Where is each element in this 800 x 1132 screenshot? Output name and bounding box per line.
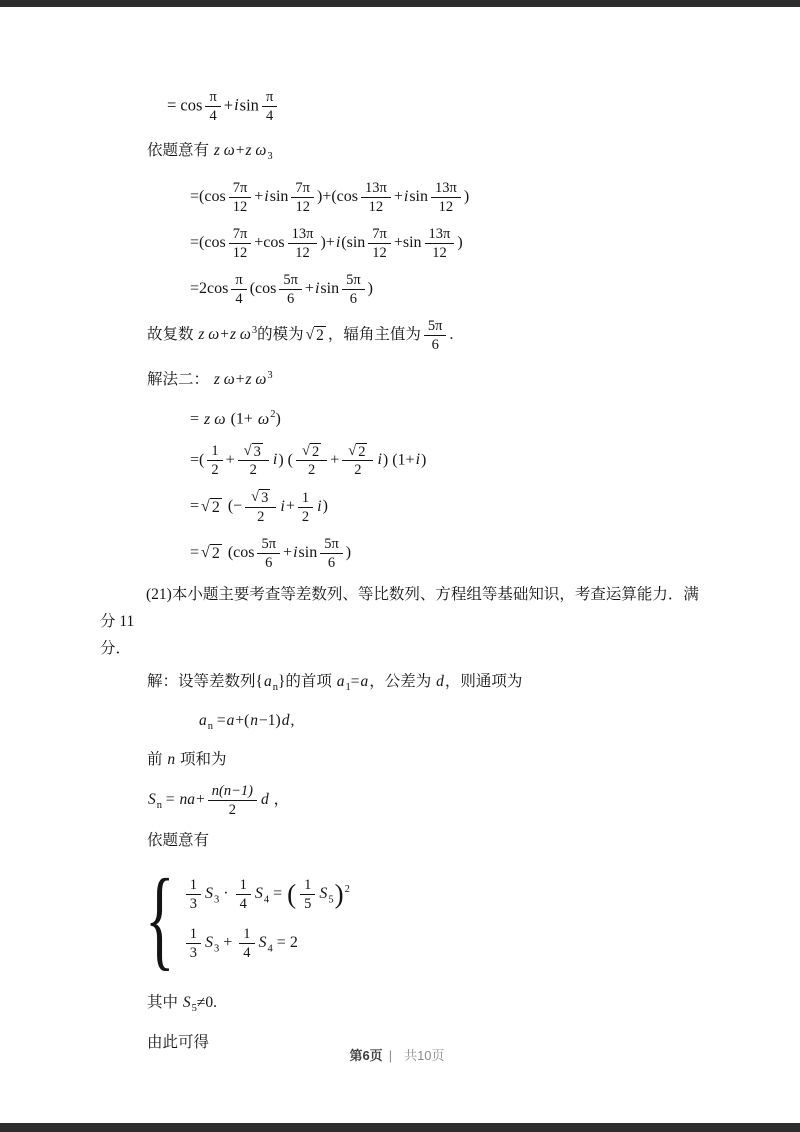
eq-two-cos-factored bbox=[190, 271, 800, 308]
math-variable: i bbox=[314, 280, 320, 298]
numerator: 7π bbox=[232, 226, 248, 243]
eq-factored-form bbox=[190, 402, 800, 432]
math-text: ) (1+ bbox=[382, 451, 415, 469]
math-text: =(cos bbox=[190, 188, 226, 206]
fraction bbox=[262, 88, 277, 125]
math-variable: S bbox=[205, 934, 214, 952]
math-variable: z ω bbox=[213, 142, 235, 159]
fraction bbox=[425, 225, 455, 262]
fraction bbox=[245, 488, 276, 526]
radicand: 2 bbox=[211, 545, 220, 563]
eq-cos-pi-4 bbox=[167, 88, 800, 125]
math-text: 依题意有 bbox=[147, 142, 213, 159]
subscript: 5 bbox=[191, 1003, 197, 1015]
subscript: 3 bbox=[214, 894, 220, 906]
math-variable: i bbox=[293, 544, 298, 562]
numerator: 7π bbox=[372, 226, 387, 243]
fraction bbox=[368, 225, 391, 262]
math-text: sin bbox=[298, 544, 318, 562]
math-text: + bbox=[219, 934, 237, 952]
system-equation bbox=[183, 925, 350, 962]
fraction bbox=[291, 179, 314, 216]
math-text: = 2 bbox=[272, 934, 298, 952]
superscript: 2 bbox=[344, 883, 350, 895]
footer-current-page: 第6页 bbox=[349, 1048, 383, 1063]
math-variable: i bbox=[280, 497, 285, 515]
subscript: n bbox=[207, 721, 213, 733]
page-footer bbox=[0, 1045, 800, 1064]
fraction bbox=[186, 876, 201, 913]
math-text: + bbox=[283, 544, 293, 562]
math-text: +cos bbox=[254, 234, 285, 252]
math-variable: S bbox=[205, 884, 214, 902]
denominator: 2 bbox=[245, 507, 276, 526]
math-text: sin bbox=[320, 280, 340, 298]
eq-sum-expanded bbox=[190, 179, 800, 216]
eq-sum-grouped bbox=[190, 225, 800, 262]
radicand: 3 bbox=[253, 443, 261, 460]
fraction bbox=[186, 925, 201, 962]
math-variable: na bbox=[179, 791, 195, 809]
math-text: (21)本小题主要考查等差数列、等比数列、方程组等基础知识，考查运算能力．满分 11 bbox=[100, 585, 699, 630]
subscript: 4 bbox=[263, 894, 270, 906]
math-text: + bbox=[225, 451, 235, 469]
radical-sign: √ bbox=[301, 442, 310, 459]
denominator: 3 bbox=[186, 894, 201, 913]
math-text: ≠0. bbox=[196, 994, 218, 1012]
math-text: sin bbox=[269, 188, 289, 206]
math-text: , bbox=[290, 712, 295, 730]
sqrt-expression bbox=[348, 443, 367, 461]
fraction bbox=[279, 271, 302, 308]
page-edge-top bbox=[0, 0, 800, 7]
math-text: = bbox=[162, 791, 179, 809]
math-variable: a bbox=[360, 672, 369, 690]
numerator: 1 bbox=[243, 926, 251, 943]
math-text: =( bbox=[190, 451, 205, 469]
math-text: = cos bbox=[167, 95, 203, 115]
math-variable: n bbox=[250, 712, 259, 730]
denominator: 12 bbox=[368, 243, 391, 262]
math-text: + bbox=[285, 497, 295, 515]
math-variable: i bbox=[415, 451, 421, 469]
numerator bbox=[238, 442, 269, 461]
math-text: )+(cos bbox=[317, 188, 359, 206]
math-text: + bbox=[304, 280, 314, 298]
denominator: 4 bbox=[236, 894, 251, 913]
math-text: (sin bbox=[341, 234, 366, 252]
radicand: 2 bbox=[358, 443, 366, 460]
eq-general-term bbox=[198, 710, 800, 738]
math-variable: S bbox=[182, 994, 191, 1012]
fraction bbox=[424, 317, 447, 354]
eq-product-form bbox=[190, 442, 800, 480]
denominator: 12 bbox=[291, 197, 314, 216]
math-variable: i bbox=[403, 188, 409, 206]
math-variable: ω bbox=[257, 410, 270, 428]
math-variable: S bbox=[254, 884, 263, 902]
numerator: 5π bbox=[261, 535, 277, 552]
denominator: 12 bbox=[288, 243, 318, 262]
math-variable: n bbox=[167, 751, 176, 769]
system-equations bbox=[183, 876, 350, 963]
math-text: + bbox=[235, 371, 245, 389]
math-text: ，公差为 bbox=[369, 672, 436, 690]
fraction bbox=[208, 782, 257, 819]
math-variable: S bbox=[148, 791, 156, 809]
fraction bbox=[342, 271, 365, 308]
sqrt-expression bbox=[306, 326, 326, 345]
radical-sign: √ bbox=[243, 442, 252, 459]
math-text: ) bbox=[367, 280, 373, 298]
numerator: n(n−1) bbox=[211, 783, 253, 800]
fraction bbox=[296, 442, 327, 480]
math-text: =2cos bbox=[190, 280, 229, 298]
math-text: + bbox=[254, 188, 264, 206]
denominator: 12 bbox=[229, 197, 252, 216]
subscript: n bbox=[156, 800, 162, 812]
radical-sign: √ bbox=[348, 442, 357, 459]
math-text: = bbox=[190, 544, 200, 562]
math-text: 解：设等差数列{ bbox=[147, 672, 263, 690]
math-variable: i bbox=[234, 95, 239, 115]
math-text: (cos bbox=[223, 544, 255, 562]
math-variable: d bbox=[260, 791, 269, 809]
math-variable: a bbox=[336, 672, 345, 690]
math-text: −1) bbox=[259, 712, 281, 730]
page-edge-bottom bbox=[0, 1123, 800, 1132]
denominator: 3 bbox=[186, 943, 201, 962]
denominator: 5 bbox=[300, 894, 315, 913]
fraction bbox=[298, 489, 313, 526]
math-variable: z ω bbox=[245, 142, 267, 159]
text-method-two bbox=[147, 364, 800, 392]
numerator bbox=[342, 442, 373, 461]
text-s5-nonzero bbox=[147, 991, 800, 1021]
numerator bbox=[296, 442, 327, 461]
denominator: 12 bbox=[431, 197, 461, 216]
math-variable: z ω bbox=[230, 326, 251, 344]
math-variable: i bbox=[272, 451, 278, 469]
text-solution-setup bbox=[147, 670, 800, 700]
math-text: ， bbox=[269, 791, 290, 809]
fraction bbox=[238, 442, 269, 480]
numerator: π bbox=[265, 89, 274, 105]
numerator: 5π bbox=[427, 318, 443, 335]
numerator: 1 bbox=[304, 876, 312, 893]
denominator: 12 bbox=[229, 243, 252, 262]
eq-sqrt2-form bbox=[190, 488, 800, 526]
fraction bbox=[320, 535, 343, 572]
math-text: 分． bbox=[100, 639, 132, 657]
fraction bbox=[229, 179, 252, 216]
math-text: + bbox=[223, 95, 234, 115]
math-variable: z ω bbox=[198, 326, 220, 344]
math-variable: z ω bbox=[213, 371, 235, 389]
para-problem-21 bbox=[100, 581, 712, 662]
denominator: 12 bbox=[361, 197, 391, 216]
math-text: 前 bbox=[147, 751, 167, 769]
denominator: 4 bbox=[231, 289, 246, 308]
radical-sign: √ bbox=[201, 497, 210, 515]
fraction bbox=[231, 271, 246, 308]
denominator: 6 bbox=[257, 553, 280, 572]
math-text: (cos bbox=[249, 280, 277, 298]
numerator: 13π bbox=[428, 226, 451, 243]
math-text: = bbox=[269, 884, 287, 902]
fraction bbox=[300, 876, 315, 913]
math-variable: z ω bbox=[245, 371, 267, 389]
fraction bbox=[431, 179, 461, 216]
numerator: 1 bbox=[239, 876, 247, 893]
numerator: 1 bbox=[211, 442, 219, 459]
math-text: +sin bbox=[393, 234, 422, 252]
sqrt-expression bbox=[244, 443, 263, 461]
denominator: 6 bbox=[342, 289, 365, 308]
big-paren: ( bbox=[287, 879, 297, 910]
math-text: ，则通项为 bbox=[444, 672, 523, 690]
fraction bbox=[239, 925, 254, 962]
math-text: sin bbox=[409, 188, 428, 206]
math-text: (1+ bbox=[226, 410, 257, 428]
eq-polar-form bbox=[190, 535, 800, 572]
numerator: 13π bbox=[291, 226, 314, 243]
denominator: 2 bbox=[298, 507, 313, 526]
subscript: n bbox=[272, 682, 278, 694]
math-text: +( bbox=[235, 712, 250, 730]
math-text: =(cos bbox=[190, 234, 226, 252]
math-variable: a bbox=[263, 672, 272, 690]
math-text: + bbox=[220, 326, 229, 344]
denominator: 4 bbox=[205, 106, 220, 125]
denominator: 2 bbox=[208, 800, 257, 819]
radical-sign: √ bbox=[201, 544, 210, 562]
denominator: 4 bbox=[239, 943, 254, 962]
sqrt-expression bbox=[201, 544, 222, 563]
fraction bbox=[342, 442, 373, 480]
numerator: π bbox=[235, 272, 243, 289]
math-text: ) ( bbox=[278, 451, 293, 469]
math-variable: d bbox=[436, 672, 444, 690]
system-equations bbox=[145, 857, 800, 982]
fraction bbox=[257, 535, 280, 572]
math-text: · bbox=[219, 884, 233, 902]
math-text: sin bbox=[239, 95, 259, 115]
fraction bbox=[236, 876, 251, 913]
math-text: }的首项 bbox=[277, 672, 336, 690]
subscript: 3 bbox=[214, 943, 220, 955]
fraction bbox=[207, 442, 222, 479]
numerator: 1 bbox=[189, 926, 198, 943]
math-text: ) bbox=[457, 234, 463, 252]
left-brace-icon: { bbox=[145, 857, 175, 982]
math-text: (− bbox=[223, 497, 243, 515]
numerator: 5π bbox=[346, 272, 361, 289]
numerator: 7π bbox=[232, 180, 248, 197]
subscript: 4 bbox=[267, 943, 273, 955]
subscript: 1 bbox=[345, 682, 351, 694]
denominator: 4 bbox=[262, 106, 277, 125]
radicand: 2 bbox=[311, 443, 320, 460]
math-text: = bbox=[350, 672, 360, 690]
document-content bbox=[0, 88, 800, 1065]
math-text: 由此可得 bbox=[147, 1034, 210, 1052]
radical-sign: √ bbox=[251, 489, 260, 506]
math-text: = bbox=[190, 410, 204, 428]
sqrt-expression bbox=[201, 498, 222, 517]
text-according-to-problem-2 bbox=[147, 829, 800, 853]
math-variable: i bbox=[377, 451, 382, 469]
subscript: 5 bbox=[328, 894, 334, 906]
radicand: 3 bbox=[261, 490, 269, 507]
math-text: + bbox=[235, 142, 245, 159]
math-text: ) bbox=[463, 188, 470, 206]
math-text: 项和为 bbox=[176, 751, 227, 769]
math-text: + bbox=[330, 451, 340, 469]
math-text: + bbox=[196, 791, 205, 809]
superscript: 3 bbox=[267, 370, 273, 382]
denominator: 12 bbox=[425, 243, 455, 262]
math-text: + bbox=[393, 188, 403, 206]
math-text: ) bbox=[421, 451, 427, 469]
math-text: . bbox=[449, 326, 454, 344]
text-modulus-argument bbox=[147, 317, 800, 354]
fraction bbox=[205, 88, 220, 125]
text-sum-of-n-terms bbox=[147, 748, 800, 772]
math-text: 其中 bbox=[147, 994, 182, 1012]
radicand: 2 bbox=[316, 327, 324, 345]
denominator: 2 bbox=[342, 460, 373, 479]
math-text: 解法二： bbox=[147, 371, 213, 389]
denominator: 6 bbox=[424, 335, 447, 354]
math-text: = bbox=[190, 497, 200, 515]
math-variable: S bbox=[258, 934, 267, 952]
numerator: 5π bbox=[283, 272, 298, 289]
footer-total-pages: 共10页 bbox=[404, 1048, 445, 1063]
numerator: 7π bbox=[295, 180, 310, 197]
math-text: ) bbox=[322, 497, 328, 515]
system-equation bbox=[183, 876, 350, 913]
math-variable: z ω bbox=[204, 410, 226, 428]
denominator: 2 bbox=[296, 460, 327, 479]
math-variable: S bbox=[319, 884, 328, 902]
numerator: 13π bbox=[365, 180, 387, 197]
radical-sign: √ bbox=[305, 326, 315, 344]
numerator: 5π bbox=[324, 535, 339, 552]
math-variable: i bbox=[335, 234, 341, 252]
math-text: 依题意有 bbox=[147, 832, 210, 850]
footer-separator: | bbox=[388, 1048, 393, 1063]
numerator: 13π bbox=[435, 180, 457, 197]
numerator: 1 bbox=[301, 489, 310, 506]
text-according-to-problem bbox=[147, 139, 800, 169]
denominator: 2 bbox=[207, 460, 222, 479]
fraction bbox=[229, 225, 252, 262]
math-variable: a bbox=[226, 712, 235, 730]
math-text: ) bbox=[345, 544, 352, 562]
eq-sum-formula bbox=[147, 782, 800, 819]
numerator bbox=[245, 488, 276, 507]
superscript: 2 bbox=[270, 409, 276, 421]
fraction bbox=[361, 179, 391, 216]
math-variable: d bbox=[281, 712, 290, 730]
radicand: 2 bbox=[211, 498, 220, 516]
math-text: 故复数 bbox=[147, 326, 198, 344]
superscript: 3 bbox=[251, 325, 258, 336]
big-paren: ) bbox=[334, 879, 344, 910]
math-text: ) bbox=[275, 410, 281, 428]
math-text: 的模为 bbox=[257, 326, 304, 344]
denominator: 6 bbox=[279, 289, 302, 308]
numerator: π bbox=[209, 89, 217, 105]
sqrt-expression bbox=[302, 443, 321, 461]
math-text: ，辐角主值为 bbox=[327, 326, 421, 344]
math-text: )+ bbox=[320, 234, 335, 252]
denominator: 2 bbox=[238, 460, 269, 479]
subscript: 3 bbox=[267, 151, 273, 163]
math-text: = bbox=[213, 712, 226, 730]
numerator: 1 bbox=[189, 876, 198, 893]
math-variable: i bbox=[264, 188, 269, 206]
math-variable: i bbox=[317, 497, 322, 515]
sqrt-expression bbox=[251, 489, 270, 507]
math-variable: a bbox=[199, 712, 207, 730]
denominator: 6 bbox=[320, 553, 343, 572]
fraction bbox=[288, 225, 318, 262]
